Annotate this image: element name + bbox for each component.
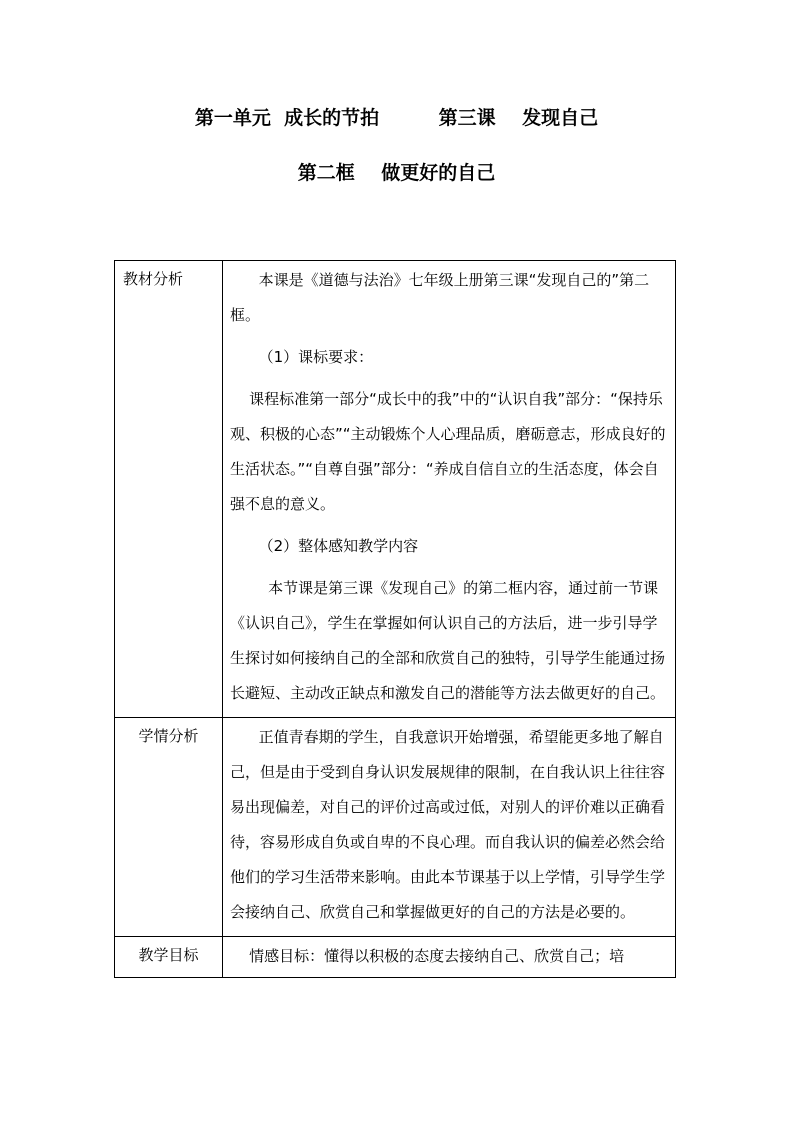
table-row-textbook-analysis xyxy=(115,261,676,718)
paragraph: 情感目标：懂得以积极的态度去接纳自己、欣赏自己；培 xyxy=(230,947,625,965)
row-label-textbook-analysis: 教材分析 xyxy=(115,261,223,718)
row-label-teaching-goals: 教学目标 xyxy=(115,937,223,978)
paragraph: 本节课是第三课《发现自己》的第二框内容，通过前一节课《认识自己》，学生在掌握如何认识自己的方法后，进一步引导学生探讨如何接纳自己的全部和欣赏自己的独特，引导学生能通过扬长避短、主动改正缺点和激发自己的潜能等方法去做更好的自己。 xyxy=(230,579,666,702)
paragraph: （1）课标要求： xyxy=(230,348,374,366)
lesson-plan-table xyxy=(114,260,676,978)
table-row-student-analysis xyxy=(115,718,676,937)
row-label-student-analysis: 学情分析 xyxy=(115,718,223,937)
row-content-student-analysis xyxy=(223,718,676,937)
paragraph: 正值青春期的学生，自我意识开始增强，希望能更多地了解自己，但是由于受到自身认识发展规律的限制，在自我认识上往往容易出现偏差，对自己的评价过高或过低，对别人的评价难以正确看待，容易形成自负或自卑的不良心理。而自我认识的偏差必然会给他们的学习生活带来影响。由此本节课基于以上学情，引导学生学会接纳自己、欣赏自己和掌握做更好的自己的方法是必要的。 xyxy=(230,728,666,921)
row-content-teaching-goals xyxy=(223,937,676,978)
document-title-line-2: 第二框 做更好的自己 xyxy=(297,162,496,184)
document-title-line-1: 第一单元 成长的节拍 第三课 发现自己 xyxy=(194,107,599,129)
paragraph: （2）整体感知教学内容 xyxy=(230,537,419,555)
table-row-teaching-goals xyxy=(115,937,676,978)
row-content-textbook-analysis xyxy=(223,261,676,718)
paragraph: 本课是《道德与法治》七年级上册第三课“发现自己的”第二框。 xyxy=(230,271,650,324)
paragraph: 课程标准第一部分“成长中的我”中的“认识自我”部分：“保持乐观、积极的心态”“主动锻炼个人心理品质，磨砺意志，形成良好的生活状态。”“自尊自强”部分：“养成自信自立的生活态度，体会自强不息的意义。 xyxy=(230,390,666,513)
